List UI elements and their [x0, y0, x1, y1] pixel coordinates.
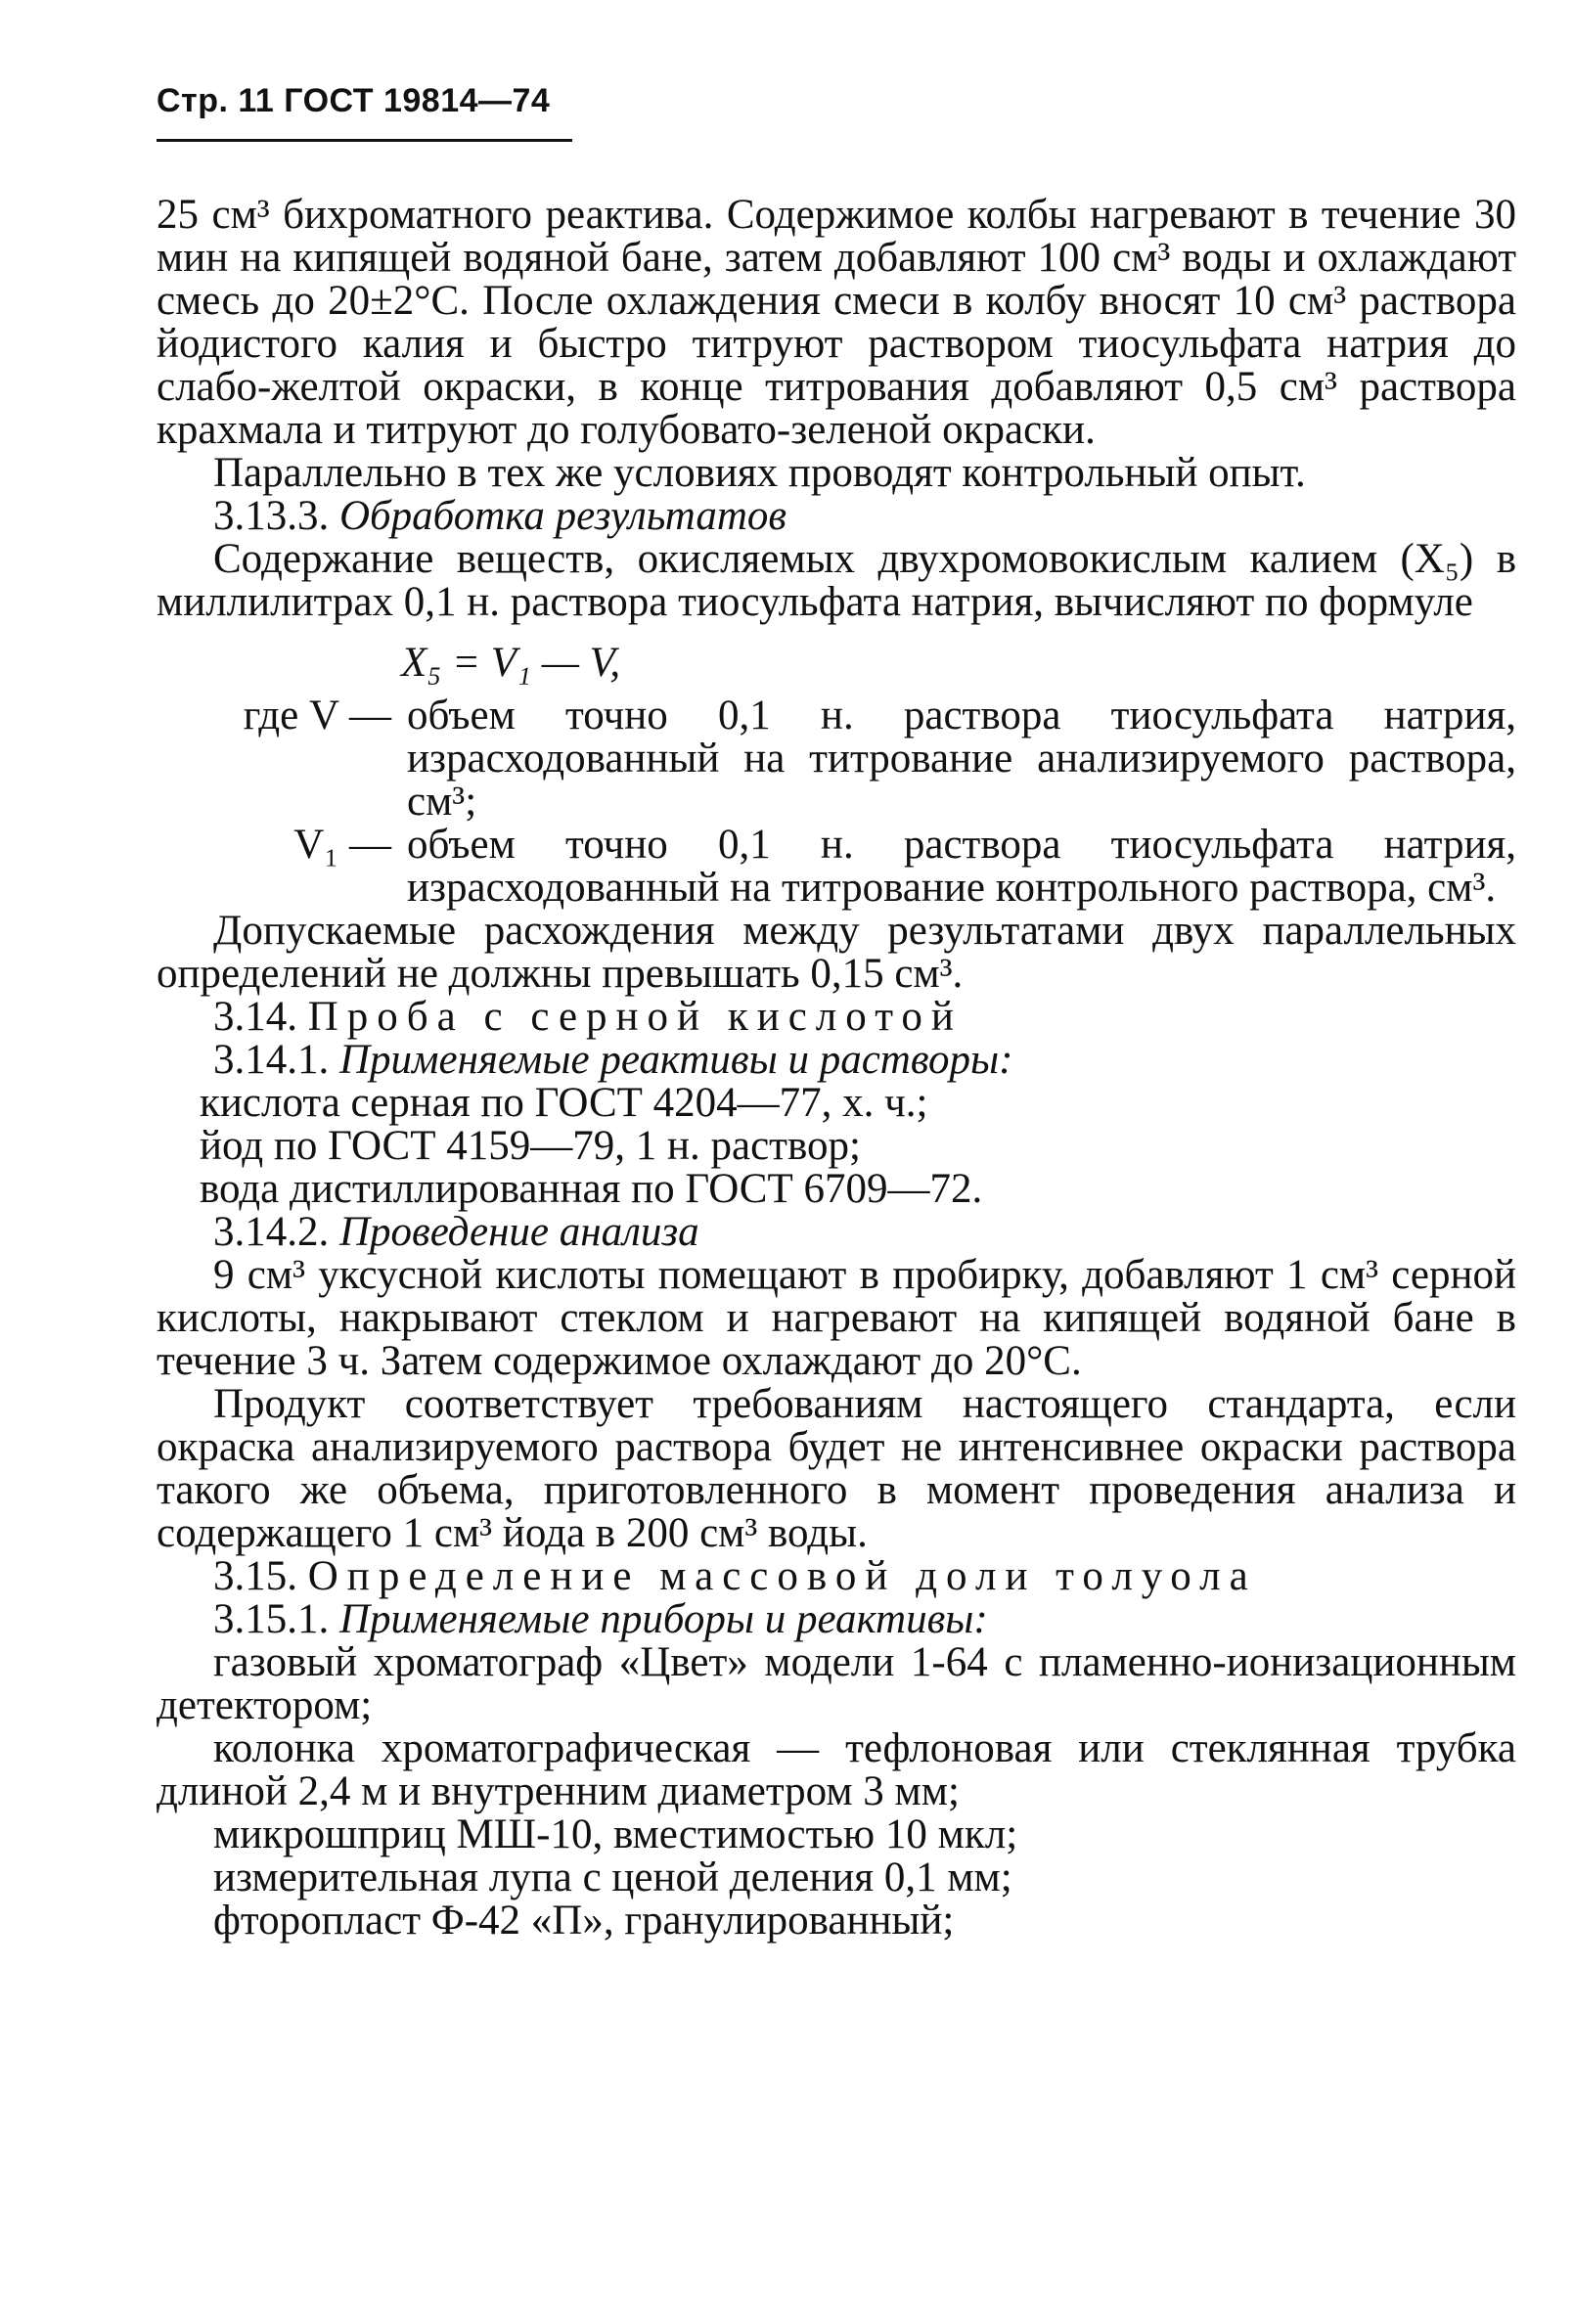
section-number: 3.15.	[213, 1553, 297, 1599]
definition-row	[176, 694, 1516, 824]
formula: X₅ = V₁ — V,	[401, 640, 621, 686]
list-item: колонка хроматографическая — тефлоновая или стеклянная трубка длиной 2,4 м и внутренним диаметром 3 мм;	[157, 1725, 1516, 1814]
section-title: Определение массовой доли толуола	[307, 1553, 1257, 1599]
list-item: измерительная лупа с ценой деления 0,1 мм;	[213, 1855, 1012, 1900]
definition-text: объем точно 0,1 н. раствора тиосульфата натрия, израсходованный на титрование контрольного раствора, см³.	[407, 822, 1516, 911]
definition-text: объем точно 0,1 н. раствора тиосульфата натрия, израсходованный на титрование анализируемого раствора, см³;	[407, 693, 1516, 825]
list-item: вода дистиллированная по ГОСТ 6709—72.	[200, 1166, 983, 1212]
definition-symbol: где V —	[243, 693, 391, 738]
paragraph: Содержание веществ, окисляемых двухромовокислым калием (X₅) в миллилитрах 0,1 н. раствора тиосульфата натрия, вычисляют по формуле	[157, 536, 1516, 625]
section-title: Применяемые приборы и реактивы:	[339, 1596, 988, 1642]
section-heading	[157, 996, 1516, 1039]
paragraph: Продукт соответствует требованиям настоящего стандарта, если окраска анализируемого раствора будет не интенсивнее окраски раствора такого же объема, приготовленного в момент проведения анализа и содержащего 1 см³ йода в 200 см³ воды.	[157, 1381, 1516, 1556]
definition-symbol: V₁ —	[293, 822, 391, 868]
list-item: фторопласт Ф-42 «П», гранулированный;	[213, 1898, 955, 1944]
section-heading	[157, 1555, 1516, 1598]
list-item: газовый хроматограф «Цвет» модели 1-64 с пламенно-ионизационным детектором;	[157, 1639, 1516, 1728]
section-heading	[157, 1211, 1516, 1254]
paragraph: Допускаемые расхождения между результатами двух параллельных определений не должны превышать 0,15 см³.	[157, 908, 1516, 997]
section-title: Обработка результатов	[339, 493, 787, 539]
section-number: 3.14.1.	[213, 1037, 330, 1083]
section-number: 3.13.3.	[213, 493, 330, 539]
section-number: 3.14.2.	[213, 1209, 330, 1255]
standard-number: ГОСТ 19814—74	[284, 82, 551, 119]
page-number: Стр. 11	[157, 82, 275, 119]
section-title: Проба с серной кислотой	[307, 994, 963, 1040]
paragraph: Параллельно в тех же условиях проводят контрольный опыт.	[213, 450, 1306, 496]
paragraph: 9 см³ уксусной кислоты помещают в пробирку, добавляют 1 см³ серной кислоты, накрывают стеклом и нагревают на кипящей водяной бане в течение 3 ч. Затем содержимое охлаждают до 20°С.	[157, 1252, 1516, 1384]
header-rule	[157, 139, 572, 142]
page-body	[157, 194, 1516, 1943]
section-heading	[157, 1598, 1516, 1641]
definition-row	[176, 824, 1516, 910]
list-item: кислота серная по ГОСТ 4204—77, х. ч.;	[200, 1080, 928, 1126]
section-title: Проведение анализа	[339, 1209, 699, 1255]
section-heading	[157, 1039, 1516, 1082]
section-heading	[157, 495, 1516, 538]
list-item: йод по ГОСТ 4159—79, 1 н. раствор;	[200, 1123, 861, 1169]
list-item: микрошприц МШ-10, вместимостью 10 мкл;	[213, 1811, 1018, 1857]
section-title: Применяемые реактивы и растворы:	[339, 1037, 1013, 1083]
paragraph: 25 см³ бихроматного реактива. Содержимое колбы нагревают в течение 30 мин на кипящей водяной бане, затем добавляют 100 см³ воды и охлаждают смесь до 20±2°С. После охлаждения смеси в колбу вносят 10 см³ раствора йодистого калия и быстро титруют раствором тиосульфата натрия до слабо-желтой окраски, в конце титрования добавляют 0,5 см³ раствора крахмала и титруют до голубовато-зеленой окраски.	[157, 192, 1516, 453]
section-number: 3.15.1.	[213, 1596, 330, 1642]
page-header	[157, 82, 550, 120]
section-number: 3.14.	[213, 994, 297, 1040]
